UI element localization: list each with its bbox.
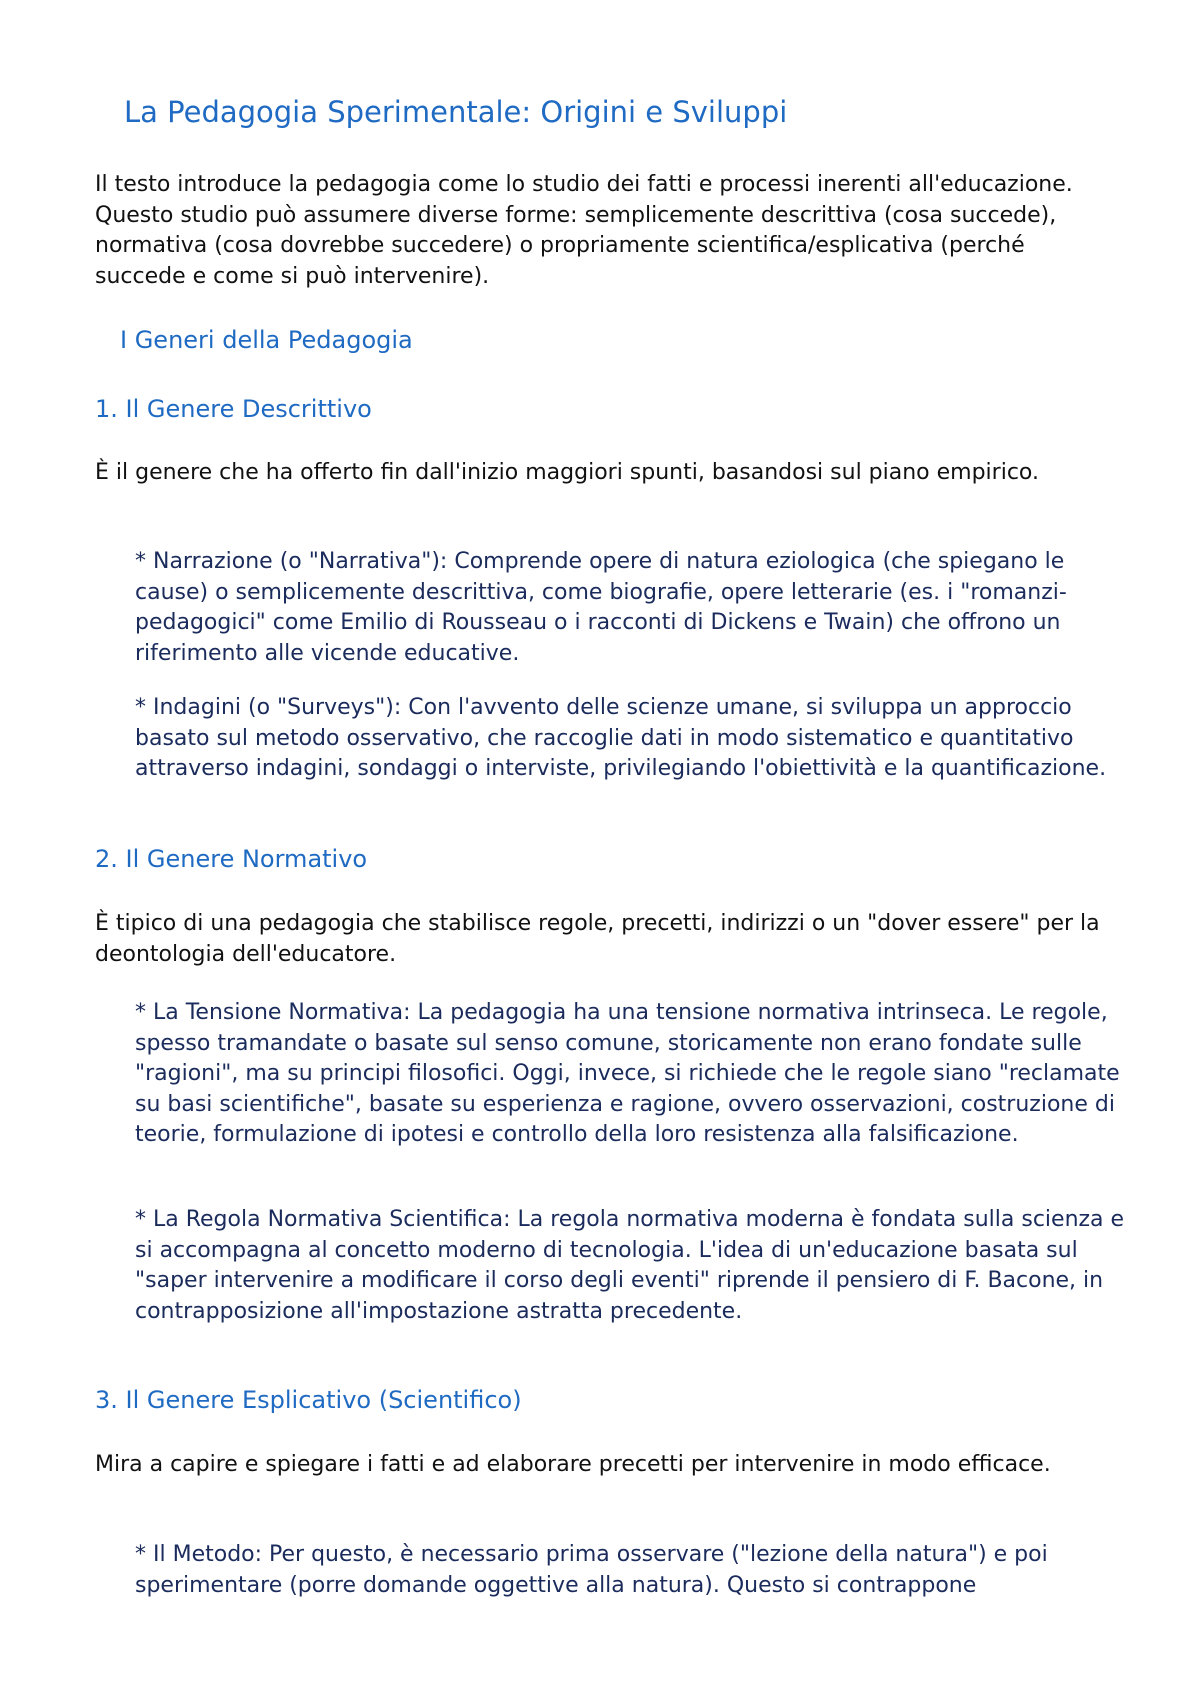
- section-3-text: Mira a capire e spiegare i fatti e ad elaborare precetti per intervenire in modo efficace.: [95, 1452, 1051, 1477]
- section-heading: I Generi della Pedagogia: [120, 326, 413, 354]
- section-3-bullet-1: * Il Metodo: Per questo, è necessario prima osservare ("lezione della natura") e poi sperimentare (porre domande oggettive alla natura). Questo si contrappone: [135, 1542, 1048, 1598]
- section-1-heading: 1. Il Genere Descrittivo: [95, 395, 372, 423]
- intro-paragraph: Il testo introduce la pedagogia come lo studio dei fatti e processi inerenti all'educazione. Questo studio può assumere diverse forme: semplicemente descrittiva (cosa succede), normativa (cosa dovrebbe succedere) o propriamente scientifica/esplicativa (perché succede e come si può intervenire).: [95, 172, 1073, 289]
- section-2-bullet-1: * La Tensione Normativa: La pedagogia ha una tensione normativa intrinseca. Le regole, spesso tramandate o basate sul senso comune, storicamente non erano fondate sulle "ragioni", ma su principi filosofici. Oggi, invece, si richiede che le regole siano "reclamate su basi scientifiche", basate su esperienza e ragione, ovvero osservazioni, costruzione di teorie, formulazione di ipotesi e controllo della loro resistenza alla falsificazione.: [135, 1000, 1120, 1147]
- section-1-text: È il genere che ha offerto fin dall'inizio maggiori spunti, basandosi sul piano empirico.: [95, 460, 1039, 485]
- document-title: La Pedagogia Sperimentale: Origini e Sviluppi: [124, 95, 788, 129]
- section-1-bullet-2: * Indagini (o "Surveys"): Con l'avvento delle scienze umane, si sviluppa un approccio basato sul metodo osservativo, che raccoglie dati in modo sistematico e quantitativo attraverso indagini, sondaggi o interviste, privilegiando l'obiettività e la quantificazione.: [135, 695, 1107, 781]
- section-2-text: È tipico di una pedagogia che stabilisce regole, precetti, indirizzi o un "dover essere" per la deontologia dell'educatore.: [95, 911, 1100, 967]
- section-2-heading: 2. Il Genere Normativo: [95, 845, 368, 873]
- section-1-bullet-1: * Narrazione (o "Narrativa"): Comprende opere di natura eziologica (che spiegano le cause) o semplicemente descrittiva, come biografie, opere letterarie (es. i "romanzi-pedagogici" come Emilio di Rousseau o i racconti di Dickens e Twain) che offrono un riferimento alle vicende educative.: [135, 549, 1067, 666]
- section-2-bullet-2: * La Regola Normativa Scientifica: La regola normativa moderna è fondata sulla scienza e si accompagna al concetto moderno di tecnologia. L'idea di un'educazione basata sul "saper intervenire a modificare il corso degli eventi" riprende il pensiero di F. Bacone, in contrapposizione all'impostazione astratta precedente.: [135, 1207, 1125, 1324]
- section-3-heading: 3. Il Genere Esplicativo (Scientifico): [95, 1386, 522, 1414]
